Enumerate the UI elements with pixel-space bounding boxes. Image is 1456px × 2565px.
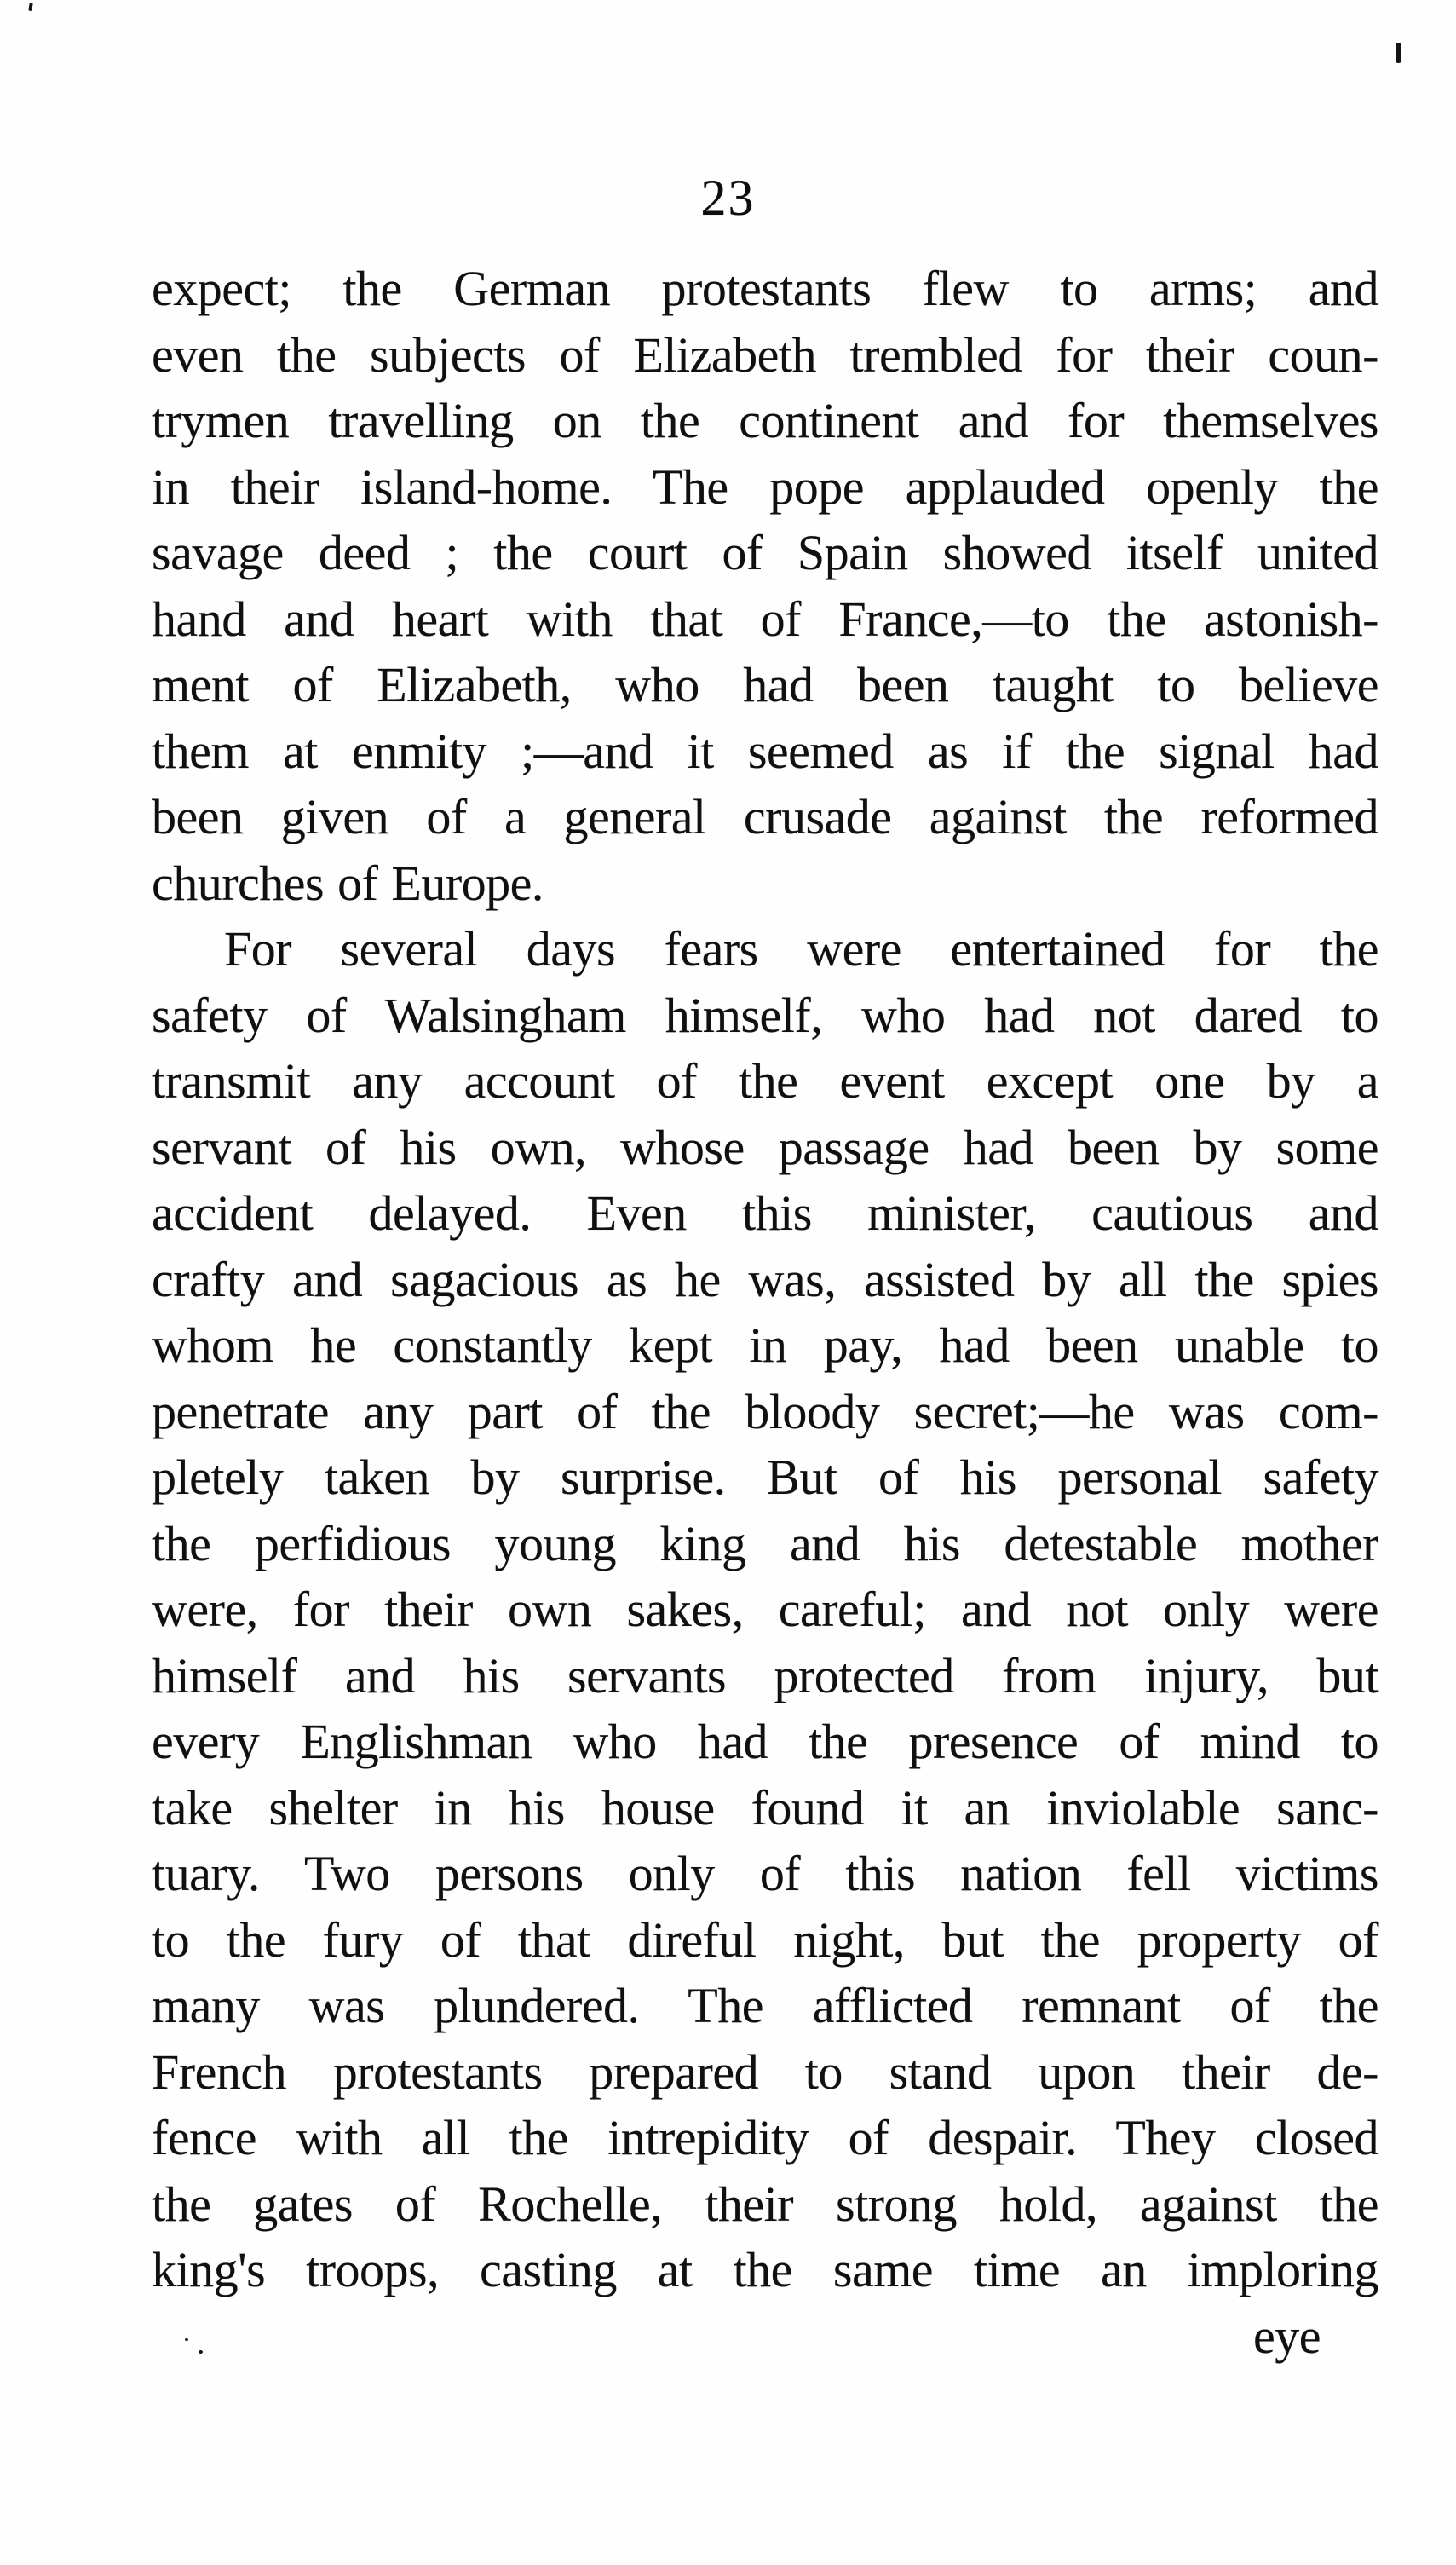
text-line: fence with all the intrepidity of despair. They closed (152, 2110, 1378, 2165)
text-line: For several days fears were entertained for the (224, 921, 1378, 977)
text-line: French protestants prepared to stand upon their de- (152, 2043, 1378, 2100)
scan-speck (1396, 43, 1401, 63)
text-line: whom he constantly kept in pay, had been unable to (152, 1317, 1378, 1373)
text-line: crafty and sagacious as he was, assisted by all the spies (152, 1251, 1378, 1307)
text-line: trymen travelling on the continent and for themselves (152, 393, 1378, 448)
text-line: churches of Europe. (152, 855, 544, 911)
text-line: accident delayed. Even this minister, cautious and (152, 1185, 1378, 1241)
text-line: tuary. Two persons only of this nation fell victims (152, 1846, 1378, 1901)
scan-speck (185, 2338, 188, 2341)
text-line: in their island-home. The pope applauded openly the (152, 458, 1378, 515)
text-line: servant of his own, whose passage had been by some (152, 1119, 1378, 1175)
text-line: safety of Walsingham himself, who had not dared to (152, 987, 1378, 1043)
text-line: ment of Elizabeth, who had been taught to believe (152, 657, 1378, 712)
text-line: the perfidious young king and his detestable mother (152, 1515, 1378, 1571)
scan-speck (199, 2350, 203, 2354)
text-line: every Englishman who had the presence of mind to (152, 1714, 1378, 1769)
text-line: transmit any account of the event except one by a (152, 1053, 1378, 1109)
scan-speck (28, 3, 33, 12)
text-line: king's troops, casting at the same time an imploring (152, 2242, 1378, 2297)
text-line: many was plundered. The afflicted remnant of the (152, 1978, 1378, 2033)
text-line: penetrate any part of the bloody secret;—he was com- (152, 1383, 1378, 1439)
text-line: expect; the German protestants flew to arms; and (152, 261, 1378, 316)
page-text (152, 256, 1378, 2369)
text-line: pletely taken by surprise. But of his personal safety (152, 1450, 1378, 1505)
catchword: eye (1253, 2308, 1321, 2364)
text-line: to the fury of that direful night, but the property of (152, 1911, 1378, 1968)
text-line: savage deed ; the court of Spain showed itself united (152, 525, 1378, 580)
text-line: hand and heart with that of France,—to the astonish- (152, 591, 1378, 647)
text-line: them at enmity ;—and it seemed as if the signal had (152, 723, 1378, 779)
text-line: take shelter in his house found it an inviolable sanc- (152, 1779, 1378, 1836)
text-line: were, for their own sakes, careful; and not only were (152, 1582, 1378, 1637)
text-line: been given of a general crusade against the reformed (152, 789, 1378, 844)
text-line: himself and his servants protected from injury, but (152, 1647, 1378, 1703)
text-line: even the subjects of Elizabeth trembled for their coun- (152, 326, 1378, 383)
text-line: the gates of Rochelle, their strong hold, against the (152, 2176, 1378, 2232)
page-number: 23 (700, 170, 756, 226)
